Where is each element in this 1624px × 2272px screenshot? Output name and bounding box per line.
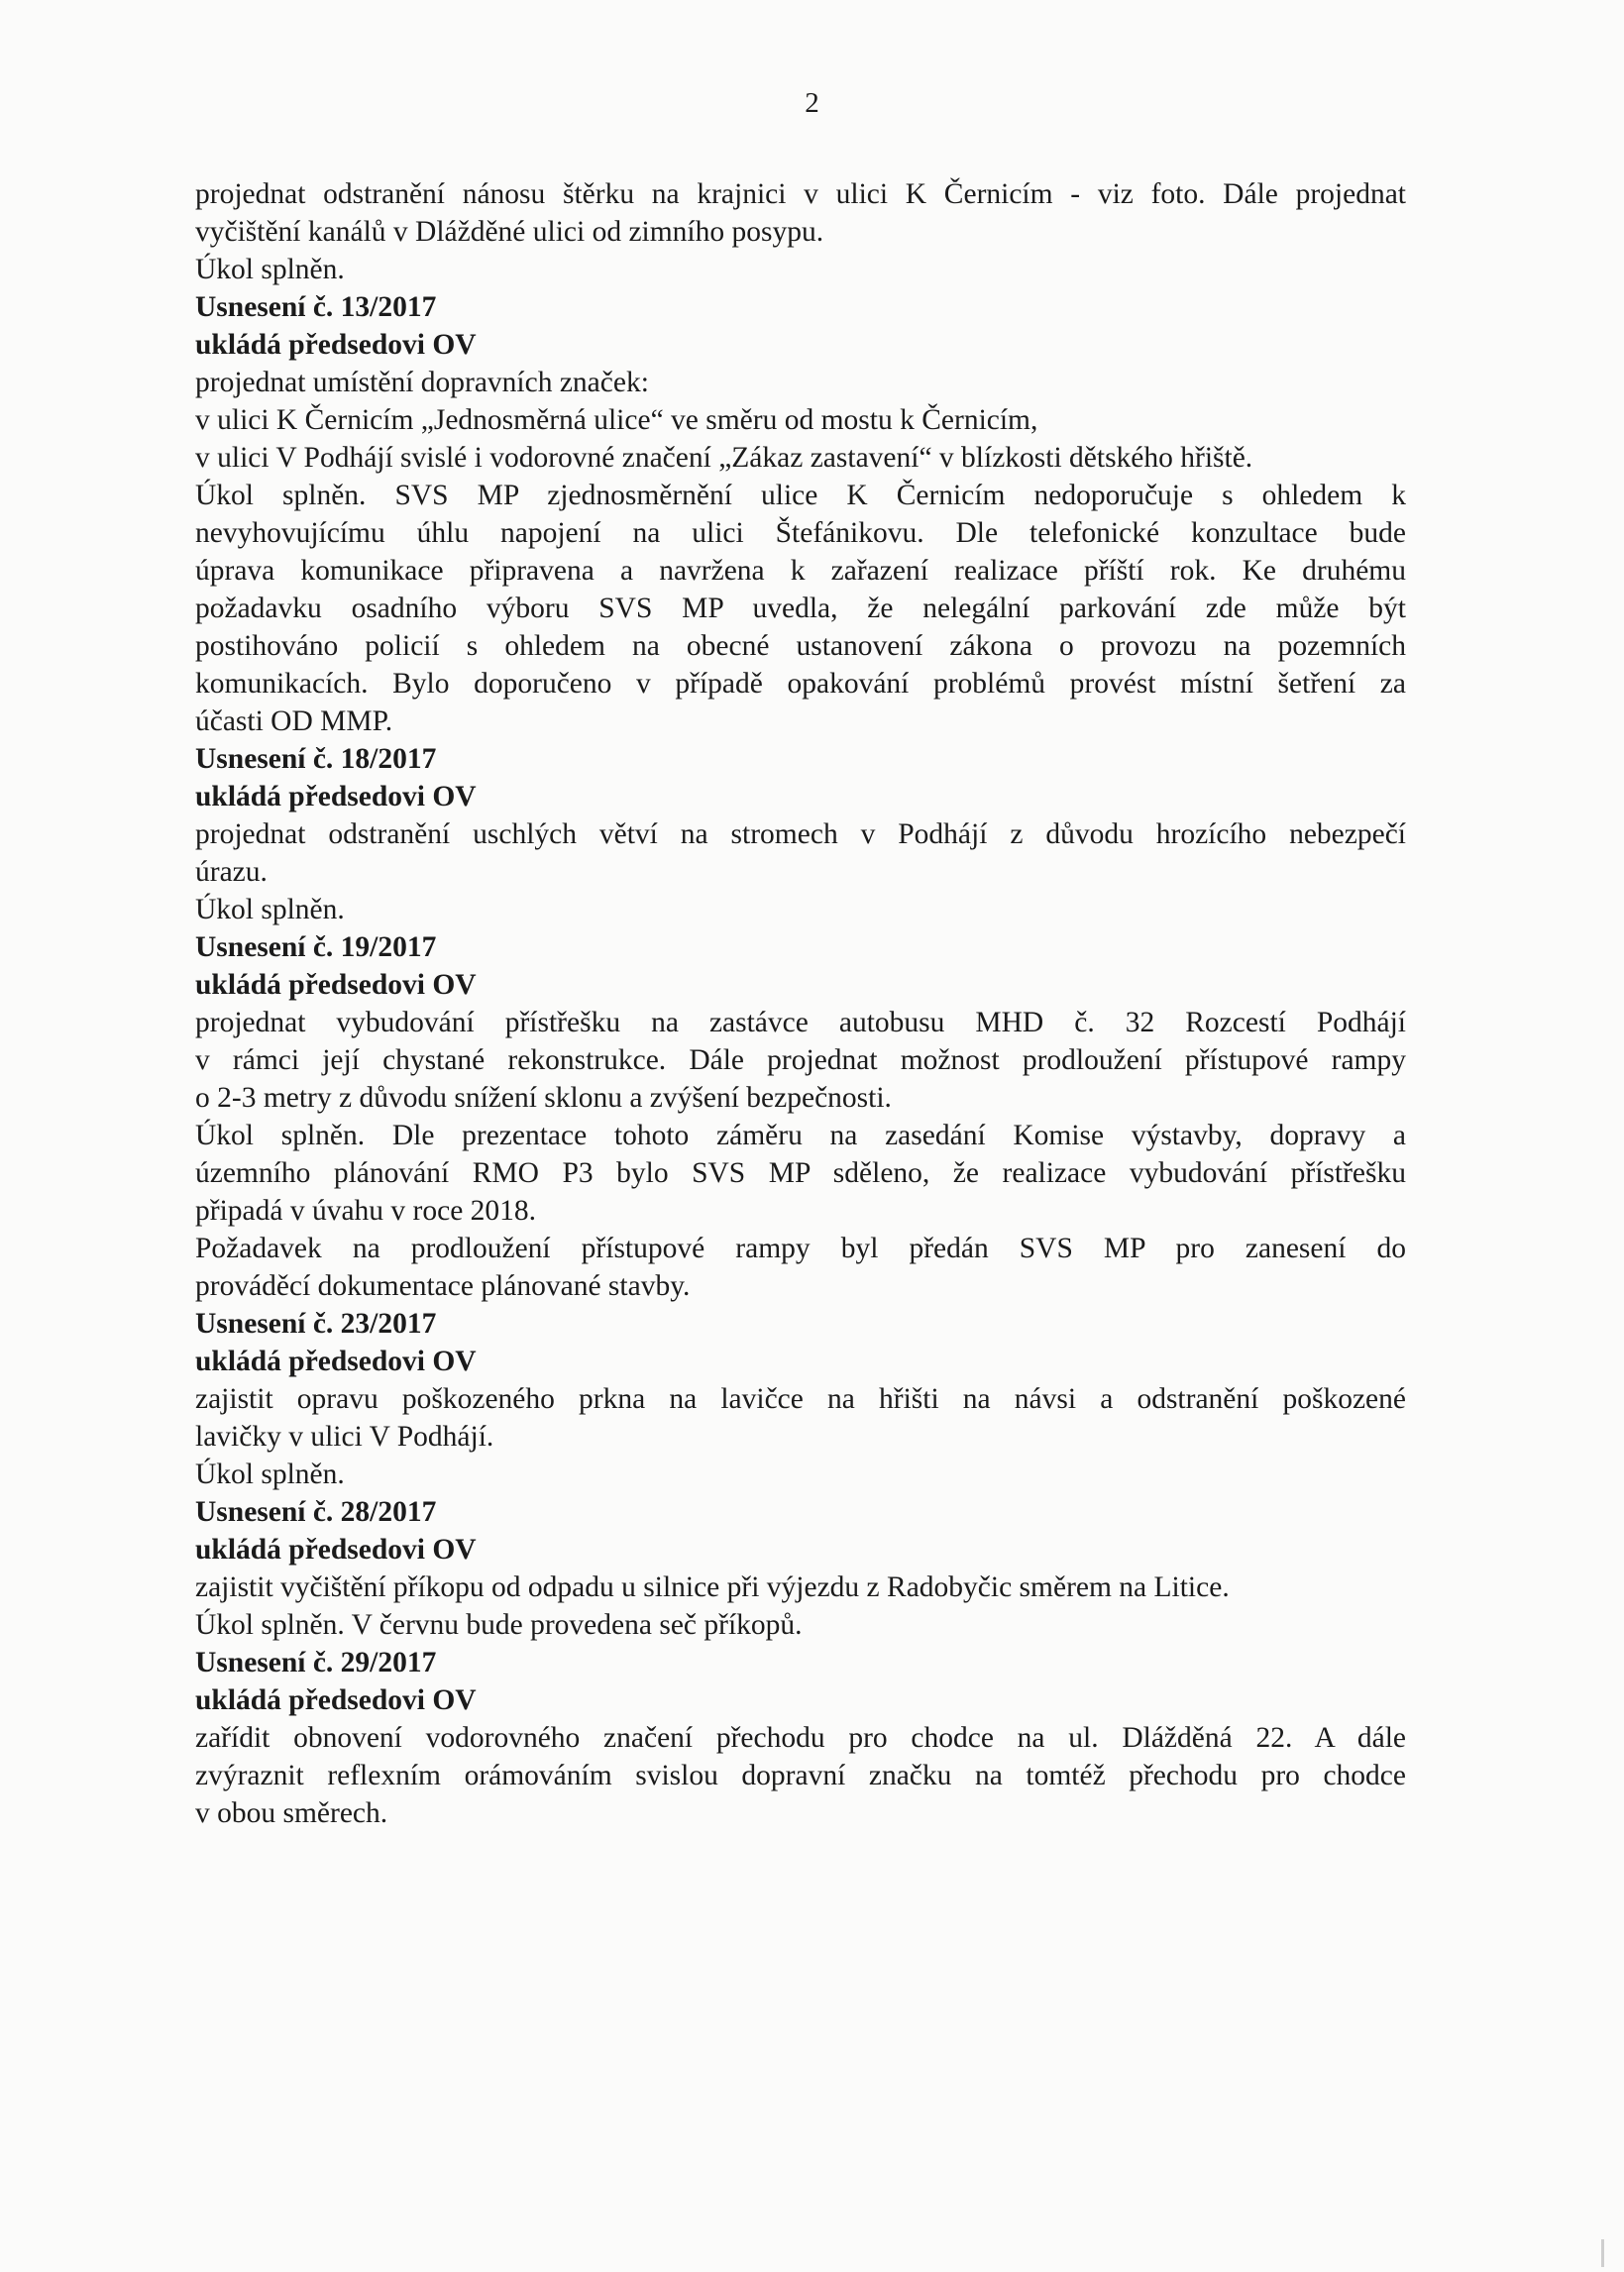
resolution-subheading: ukládá předsedovi OV (195, 1534, 477, 1566)
text-line: projednat umístění dopravních značek: (195, 367, 649, 398)
text-line: Úkol splněn. SVS MP zjednosměrnění ulice K Černicím nedoporučuje s ohledem k (195, 480, 1406, 511)
text-line: nevyhovujícímu úhlu napojení na ulici Štefánikovu. Dle telefonické konzultace bude (195, 517, 1406, 549)
text-line: úrazu. (195, 856, 268, 888)
text-line: úprava komunikace připravena a navržena k zařazení realizace příští rok. Ke druhému (195, 555, 1406, 587)
text-line: komunikacích. Bylo doporučeno v případě opakování problémů provést místní šetření za (195, 668, 1406, 700)
intro-paragraph (195, 175, 1406, 288)
text-line: v rámci její chystané rekonstrukce. Dále projednat možnost prodloužení přístupové rampy (195, 1044, 1406, 1076)
text-line: zařídit obnovení vodorovného značení přechodu pro chodce na ul. Dlážděná 22. A dále (195, 1722, 1406, 1754)
text-line: postihováno policií s ohledem na obecné ustanovení zákona o provozu na pozemních (195, 630, 1406, 662)
resolution-subheading: ukládá předsedovi OV (195, 969, 477, 1001)
text-line: lavičky v ulici V Podhájí. (195, 1421, 494, 1453)
text-line: v ulici K Černicím „Jednosměrná ulice“ ve směru od mostu k Černicím, (195, 404, 1038, 436)
text-line: požadavku osadního výboru SVS MP uvedla, že nelegální parkování zde může být (195, 593, 1406, 624)
resolution-19-2017 (195, 928, 1406, 1305)
resolution-heading: Usnesení č. 13/2017 (195, 291, 437, 323)
resolution-subheading: ukládá předsedovi OV (195, 781, 477, 812)
text-line: Úkol splněn. V červnu bude provedena seč příkopů. (195, 1609, 803, 1641)
resolution-heading: Usnesení č. 28/2017 (195, 1496, 437, 1528)
text-line: Úkol splněn. (195, 254, 345, 285)
resolution-29-2017 (195, 1644, 1406, 1832)
text-line: územního plánování RMO P3 bylo SVS MP sděleno, že realizace vybudování přístřešku (195, 1157, 1406, 1189)
page-number: 2 (805, 87, 819, 119)
text-line: v ulici V Podhájí svislé i vodorovné značení „Zákaz zastavení“ v blízkosti dětského hřiště. (195, 442, 1253, 474)
resolution-28-2017 (195, 1493, 1406, 1644)
resolution-subheading: ukládá předsedovi OV (195, 1684, 477, 1716)
scan-artifact (1601, 2239, 1604, 2267)
text-line: zajistit vyčištění příkopu od odpadu u silnice při výjezdu z Radobyčic směrem na Litice. (195, 1571, 1230, 1603)
text-line: projednat odstranění uschlých větví na stromech v Podhájí z důvodu hrozícího nebezpečí (195, 818, 1406, 850)
text-line: vyčištění kanálů v Dlážděné ulici od zimního posypu. (195, 216, 824, 248)
resolution-heading: Usnesení č. 29/2017 (195, 1647, 437, 1678)
resolution-subheading: ukládá předsedovi OV (195, 1346, 477, 1377)
resolution-heading: Usnesení č. 23/2017 (195, 1308, 437, 1340)
text-line: projednat vybudování přístřešku na zastávce autobusu MHD č. 32 Rozcestí Podhájí (195, 1007, 1406, 1038)
text-line: o 2-3 metry z důvodu snížení sklonu a zvýšení bezpečnosti. (195, 1082, 892, 1114)
text-line: Požadavek na prodloužení přístupové rampy byl předán SVS MP pro zanesení do (195, 1233, 1406, 1264)
resolution-heading: Usnesení č. 19/2017 (195, 931, 437, 963)
resolution-18-2017 (195, 740, 1406, 928)
text-line: zvýraznit reflexním orámováním svislou dopravní značku na tomtéž přechodu pro chodce (195, 1760, 1406, 1791)
text-line: Úkol splněn. (195, 894, 345, 925)
text-line: prováděcí dokumentace plánované stavby. (195, 1270, 691, 1302)
text-line: připadá v úvahu v roce 2018. (195, 1195, 537, 1227)
text-line: Úkol splněn. (195, 1459, 345, 1490)
resolution-13-2017 (195, 288, 1406, 740)
resolution-heading: Usnesení č. 18/2017 (195, 743, 437, 775)
text-line: projednat odstranění nánosu štěrku na krajnici v ulici K Černicím - viz foto. Dále projednat (195, 178, 1406, 210)
resolution-subheading: ukládá předsedovi OV (195, 329, 477, 361)
document-body (195, 175, 1406, 1832)
text-line: účasti OD MMP. (195, 705, 393, 737)
resolution-23-2017 (195, 1305, 1406, 1493)
text-line: v obou směrech. (195, 1797, 388, 1829)
text-line: zajistit opravu poškozeného prkna na lavičce na hřišti na návsi a odstranění poškozené (195, 1383, 1406, 1415)
text-line: Úkol splněn. Dle prezentace tohoto záměru na zasedání Komise výstavby, dopravy a (195, 1120, 1406, 1151)
